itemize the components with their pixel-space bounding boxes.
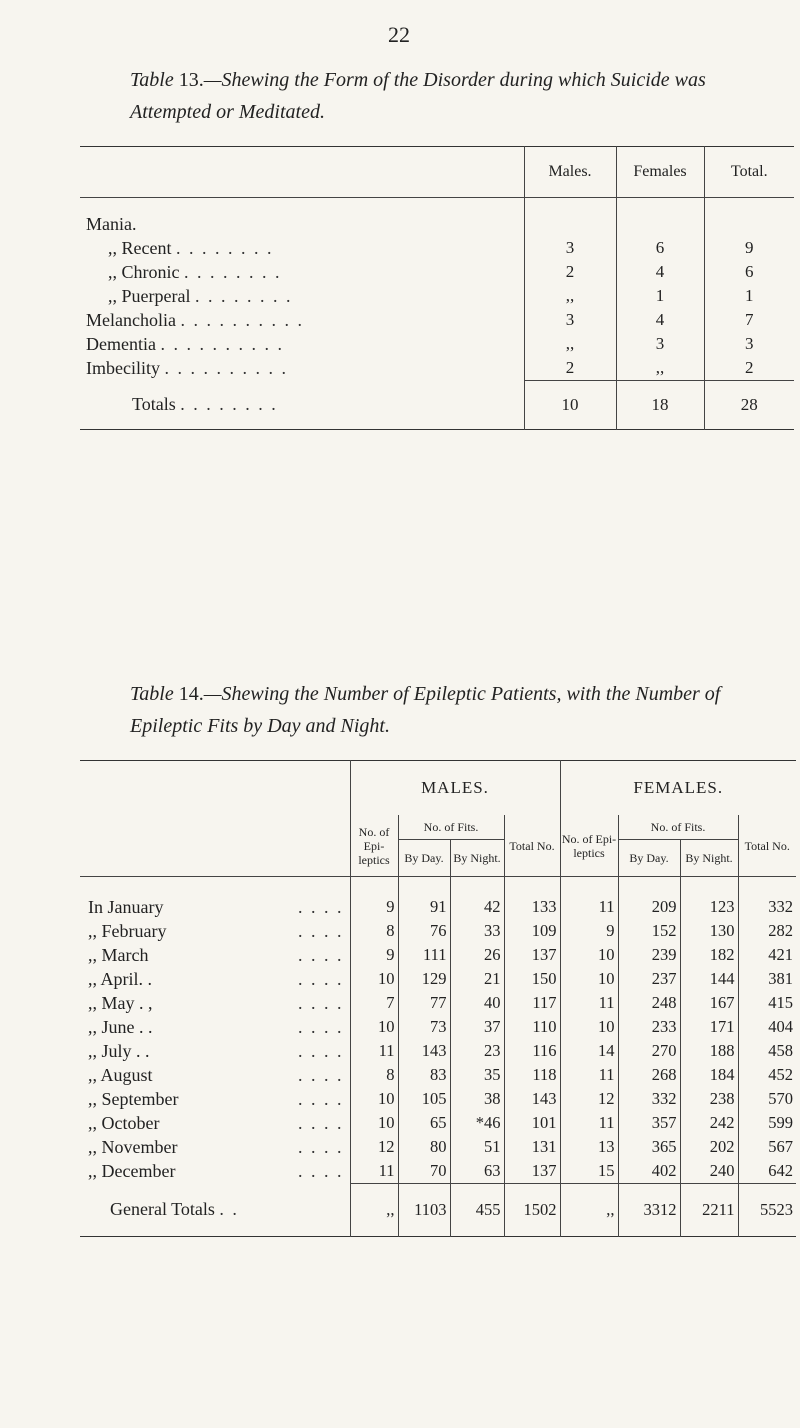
cell-male-by-day: 76 (398, 919, 450, 943)
row-label: ,, Recent (108, 237, 172, 258)
cell-male-by-day: 91 (398, 877, 450, 920)
cell-male-epileptics: 9 (350, 943, 398, 967)
cell-male-by-day: 111 (398, 943, 450, 967)
cell-female-total: 381 (738, 967, 796, 991)
totals-females: 18 (616, 381, 704, 430)
cell-male-epileptics: 10 (350, 967, 398, 991)
leader-dots: . . . . (298, 992, 344, 1013)
cell-male-by-night: 40 (450, 991, 504, 1015)
cell-male-epileptics: 11 (350, 1159, 398, 1184)
cell-male-by-night: 26 (450, 943, 504, 967)
table-row (80, 236, 794, 260)
cell-male-by-night: 37 (450, 1015, 504, 1039)
cell-female-by-day: 237 (618, 967, 680, 991)
cell-male-by-day: 105 (398, 1087, 450, 1111)
table-row (80, 356, 794, 381)
cell-male-by-night: 63 (450, 1159, 504, 1184)
leader-dots: . . . . . . . . . . (160, 333, 284, 354)
table-row (80, 967, 796, 991)
leader-dots: . . . . (298, 944, 344, 965)
cell-males: 3 (524, 308, 616, 332)
cell-female-epileptics: 11 (560, 1111, 618, 1135)
table-header-row (80, 147, 794, 198)
cell-male-by-night: 38 (450, 1087, 504, 1111)
table-row (80, 198, 794, 237)
cell-male-by-night: *46 (450, 1111, 504, 1135)
row-label: ,, Chronic (108, 261, 180, 282)
cell-male-total: 131 (504, 1135, 560, 1159)
cell-female-by-day: 357 (618, 1111, 680, 1135)
row-label: ,, November (88, 1136, 178, 1157)
table-row (80, 308, 794, 332)
cell-males: 3 (524, 236, 616, 260)
row-label: ,, December (88, 1160, 176, 1181)
cell-female-by-night: 240 (680, 1159, 738, 1184)
cell-female-by-night: 130 (680, 919, 738, 943)
cell-male-by-day: 83 (398, 1063, 450, 1087)
header-male-total: Total No. (504, 815, 560, 877)
leader-dots: . . . . (298, 1136, 344, 1157)
cell-female-by-night: 182 (680, 943, 738, 967)
leader-dots: . . . . . . . . . . (180, 309, 304, 330)
cell-total: 9 (745, 238, 754, 257)
cell-male-total: 137 (504, 1159, 560, 1184)
row-label: ,, April. . (88, 968, 153, 989)
row-label: ,, July . . (88, 1040, 150, 1061)
table-row (80, 260, 794, 284)
header-total: Total. (704, 147, 794, 198)
cell-female-total: 599 (738, 1111, 796, 1135)
cell-total: 1 (745, 286, 754, 305)
header-females-group: FEMALES. (560, 761, 796, 816)
header-blank (80, 147, 524, 198)
row-label: ,, September (88, 1088, 179, 1109)
cell-male-by-night: 42 (450, 877, 504, 920)
caption-text: —Shewing the Number of Epileptic Patients, with the Number of Epileptic Fits by Day and Night. (130, 683, 721, 737)
totals-label: Totals (132, 394, 176, 415)
cell-females: 3 (616, 332, 704, 356)
cell-male-total: 109 (504, 919, 560, 943)
cell-male-epileptics: 10 (350, 1015, 398, 1039)
table-row (80, 332, 794, 356)
leader-dots: . . . . (298, 1088, 344, 1109)
cell-male-by-day: 70 (398, 1159, 450, 1184)
table-row (80, 1087, 796, 1111)
row-label: Dementia (86, 333, 156, 354)
leader-dots: . . . . . . . . (180, 394, 278, 415)
cell-male-by-day: 65 (398, 1111, 450, 1135)
leader-dots: . . . . (298, 1064, 344, 1085)
totals-label: General Totals (110, 1199, 215, 1220)
cell-female-epileptics: 10 (560, 1015, 618, 1039)
cell-female-epileptics: 9 (560, 919, 618, 943)
cell-male-total: 143 (504, 1087, 560, 1111)
cell-female-total: 642 (738, 1159, 796, 1184)
cell-male-epileptics: 8 (350, 919, 398, 943)
totals-male-by-night: 455 (450, 1184, 504, 1237)
cell-female-by-night: 238 (680, 1087, 738, 1111)
cell-female-epileptics: 10 (560, 967, 618, 991)
row-label: ,, Puerperal (108, 285, 191, 306)
cell-male-total: 117 (504, 991, 560, 1015)
table-row (80, 877, 796, 920)
row-label: ,, February (88, 920, 167, 941)
header-males: Males. (524, 147, 616, 198)
row-label: ,, March (88, 944, 149, 965)
cell-female-by-night: 184 (680, 1063, 738, 1087)
header-male-by-day: By Day. (398, 840, 450, 877)
table-row (80, 1039, 796, 1063)
cell-female-by-day: 365 (618, 1135, 680, 1159)
cell-female-by-day: 233 (618, 1015, 680, 1039)
cell-female-epileptics: 14 (560, 1039, 618, 1063)
cell-male-epileptics: 9 (350, 877, 398, 920)
cell-female-by-night: 242 (680, 1111, 738, 1135)
cell-female-total: 404 (738, 1015, 796, 1039)
cell-female-total: 567 (738, 1135, 796, 1159)
cell-male-by-night: 23 (450, 1039, 504, 1063)
header-female-epileptics: No. of Epi- leptics (560, 815, 618, 877)
header-female-fits: No. of Fits. (618, 815, 738, 840)
leader-dots: . . . . (298, 920, 344, 941)
cell-female-by-night: 144 (680, 967, 738, 991)
cell-female-by-day: 402 (618, 1159, 680, 1184)
leader-dots: . . . . (298, 1112, 344, 1133)
table-row (80, 1135, 796, 1159)
cell-females: 4 (616, 308, 704, 332)
cell-female-by-night: 188 (680, 1039, 738, 1063)
cell-female-epileptics: 10 (560, 943, 618, 967)
header-male-by-night: By Night. (450, 840, 504, 877)
totals-row (80, 381, 794, 430)
table-row (80, 1063, 796, 1087)
caption-number: 13. (178, 69, 204, 91)
cell-female-by-night: 167 (680, 991, 738, 1015)
caption-text: —Shewing the Form of the Disorder during which Suicide was Attempted or Meditated. (130, 69, 706, 123)
leader-dots: . . . . . . . . . . (164, 357, 288, 378)
cell-male-total: 110 (504, 1015, 560, 1039)
totals-female-by-night: 2211 (680, 1184, 738, 1237)
totals-row (80, 1184, 796, 1237)
totals-male-epileptics: ,, (350, 1184, 398, 1237)
header-female-by-day: By Day. (618, 840, 680, 877)
cell-total: 6 (745, 262, 754, 281)
leader-dots: . . . . . . . . (194, 285, 293, 306)
header-female-total: Total No. (738, 815, 796, 877)
cell-female-epileptics: 13 (560, 1135, 618, 1159)
cell-male-epileptics: 10 (350, 1111, 398, 1135)
row-label: ,, June . . (88, 1016, 153, 1037)
cell-female-by-day: 332 (618, 1087, 680, 1111)
cell-total: 2 (745, 358, 754, 377)
totals-male-by-day: 1103 (398, 1184, 450, 1237)
cell-male-total: 150 (504, 967, 560, 991)
table-row (80, 1111, 796, 1135)
table-14 (80, 760, 796, 1237)
cell-females: 6 (616, 236, 704, 260)
row-label: ,, May . , (88, 992, 153, 1013)
cell-male-by-day: 129 (398, 967, 450, 991)
cell-male-by-day: 143 (398, 1039, 450, 1063)
header-blank (80, 761, 350, 877)
cell-female-total: 452 (738, 1063, 796, 1087)
table-row (80, 919, 796, 943)
totals-female-total: 5523 (738, 1184, 796, 1237)
table-13-caption (130, 64, 750, 128)
cell-female-total: 415 (738, 991, 796, 1015)
cell-female-epileptics: 15 (560, 1159, 618, 1184)
page-number: 22 (388, 22, 410, 47)
header-males-group: MALES. (350, 761, 560, 816)
table-row (80, 1159, 796, 1184)
cell-male-by-day: 77 (398, 991, 450, 1015)
row-label: Melancholia (86, 309, 176, 330)
row-label: ,, October (88, 1112, 160, 1133)
cell-male-total: 137 (504, 943, 560, 967)
leader-dots: . . . . (298, 896, 344, 917)
totals-male-total: 1502 (504, 1184, 560, 1237)
cell-female-by-day: 152 (618, 919, 680, 943)
cell-male-by-day: 73 (398, 1015, 450, 1039)
table-row (80, 284, 794, 308)
caption-prefix: Table (130, 683, 174, 705)
cell-male-epileptics: 10 (350, 1087, 398, 1111)
caption-prefix: Table (130, 69, 174, 91)
cell-total: 7 (745, 310, 754, 329)
cell-female-epileptics: 11 (560, 877, 618, 920)
cell-males: 2 (524, 260, 616, 284)
leader-dots: . . . . . . . . (184, 261, 282, 282)
cell-female-by-night: 202 (680, 1135, 738, 1159)
cell-male-epileptics: 12 (350, 1135, 398, 1159)
cell-male-epileptics: 11 (350, 1039, 398, 1063)
leader-dots: . . . . (298, 968, 344, 989)
leader-dots: . . . . (298, 1040, 344, 1061)
leader-dots: . . . . (298, 1016, 344, 1037)
cell-male-total: 116 (504, 1039, 560, 1063)
cell-male-by-day: 80 (398, 1135, 450, 1159)
cell-female-by-day: 209 (618, 877, 680, 920)
leader-dots: . . (219, 1199, 239, 1220)
totals-female-by-day: 3312 (618, 1184, 680, 1237)
cell-male-by-night: 35 (450, 1063, 504, 1087)
header-male-epileptics: No. of Epi- leptics (350, 815, 398, 877)
cell-female-total: 332 (738, 877, 796, 920)
cell-females: 4 (616, 260, 704, 284)
cell-female-by-day: 239 (618, 943, 680, 967)
leader-dots: . . . . (298, 1160, 344, 1181)
totals-female-epileptics: ,, (560, 1184, 618, 1237)
cell-females: ,, (616, 356, 704, 381)
table-row (80, 943, 796, 967)
row-label: ,, August (88, 1064, 153, 1085)
cell-males: ,, (524, 332, 616, 356)
totals-total: 28 (704, 381, 794, 430)
caption-number: 14. (178, 683, 204, 705)
cell-female-by-night: 171 (680, 1015, 738, 1039)
table-row (80, 1015, 796, 1039)
cell-female-epileptics: 11 (560, 991, 618, 1015)
totals-males: 10 (524, 381, 616, 430)
cell-male-total: 133 (504, 877, 560, 920)
header-male-fits: No. of Fits. (398, 815, 504, 840)
cell-female-total: 458 (738, 1039, 796, 1063)
header-females: Females (616, 147, 704, 198)
cell-female-total: 570 (738, 1087, 796, 1111)
cell-female-by-day: 270 (618, 1039, 680, 1063)
row-group-label: Mania. (80, 198, 524, 237)
cell-male-by-night: 33 (450, 919, 504, 943)
cell-male-total: 101 (504, 1111, 560, 1135)
cell-female-epileptics: 12 (560, 1087, 618, 1111)
cell-female-by-day: 248 (618, 991, 680, 1015)
table-13 (80, 146, 794, 430)
cell-males: 2 (524, 356, 616, 381)
leader-dots: . . . . . . . . (175, 237, 274, 258)
cell-male-total: 118 (504, 1063, 560, 1087)
cell-female-total: 421 (738, 943, 796, 967)
cell-male-epileptics: 8 (350, 1063, 398, 1087)
cell-male-by-night: 21 (450, 967, 504, 991)
cell-female-by-day: 268 (618, 1063, 680, 1087)
table-row (80, 991, 796, 1015)
table-14-caption (130, 678, 750, 742)
row-label: In January (88, 896, 164, 917)
cell-male-by-night: 51 (450, 1135, 504, 1159)
cell-male-epileptics: 7 (350, 991, 398, 1015)
cell-total: 3 (745, 334, 754, 353)
cell-males: ,, (524, 284, 616, 308)
cell-females: 1 (616, 284, 704, 308)
header-female-by-night: By Night. (680, 840, 738, 877)
cell-female-total: 282 (738, 919, 796, 943)
row-label: Imbecility (86, 357, 160, 378)
cell-female-epileptics: 11 (560, 1063, 618, 1087)
cell-female-by-night: 123 (680, 877, 738, 920)
